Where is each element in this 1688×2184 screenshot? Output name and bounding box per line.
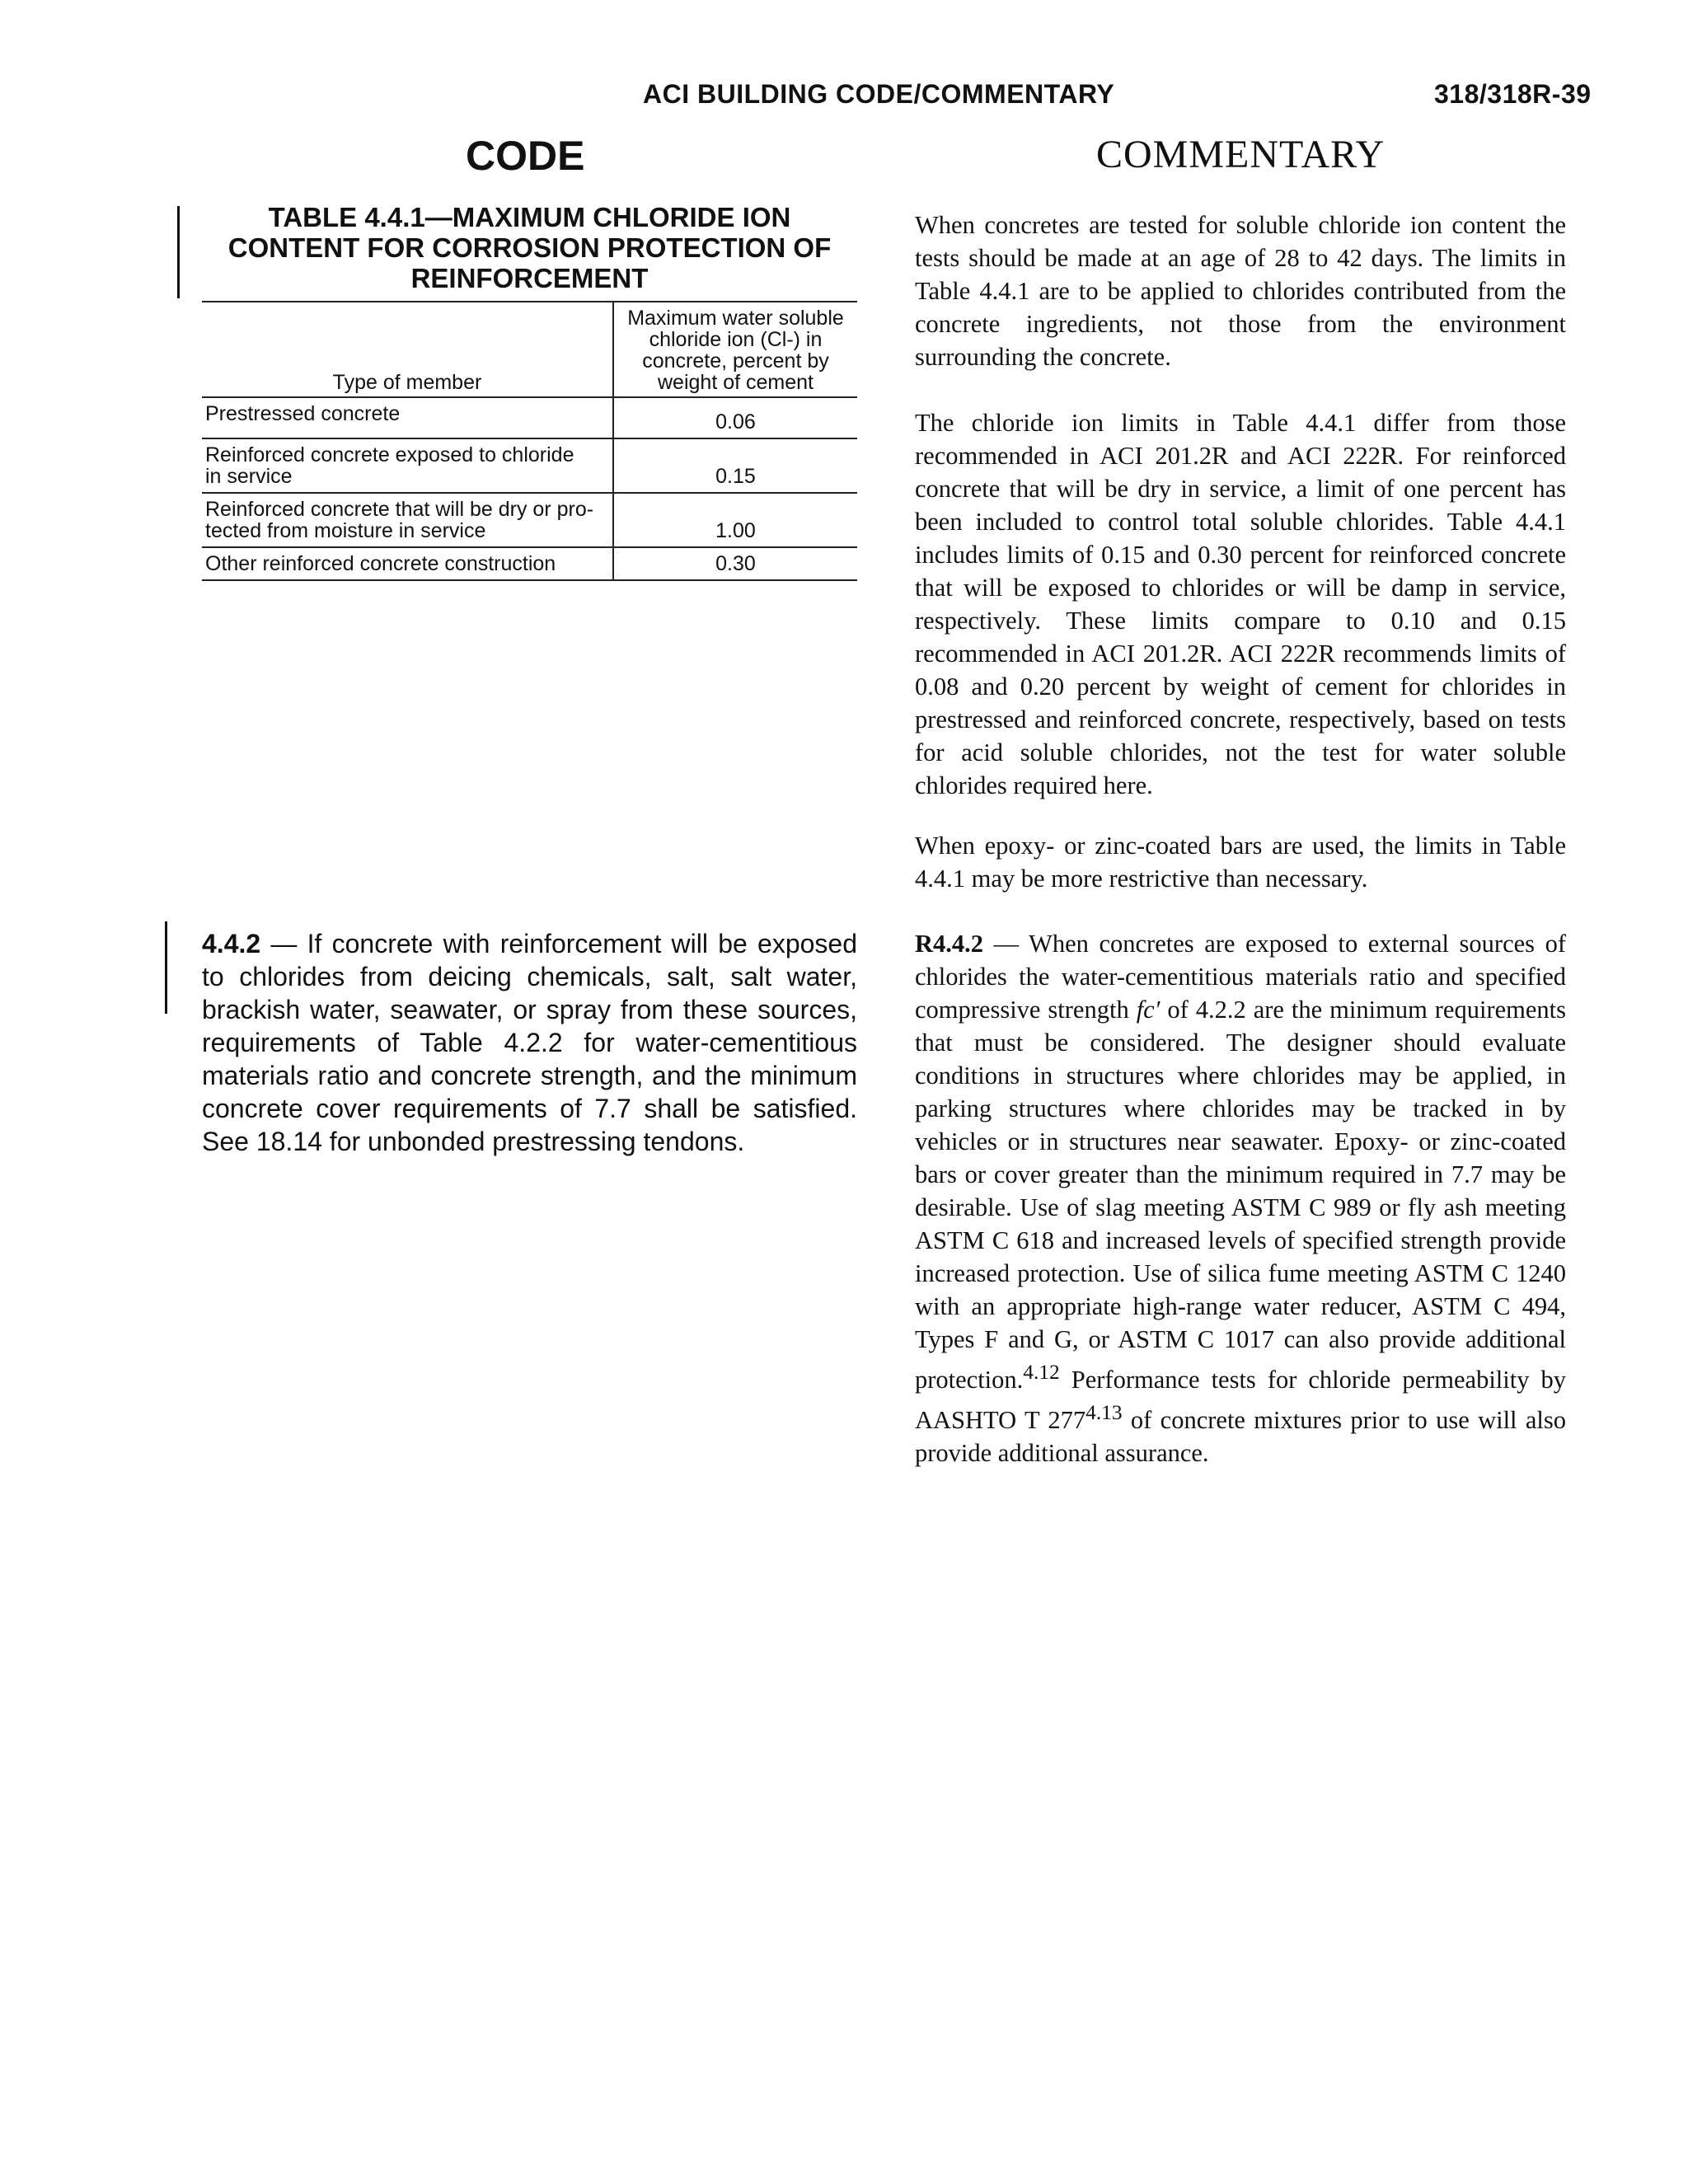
section-label: 4.4.2 — [202, 929, 261, 958]
text-run: of concrete mixtures prior to use will also provide additional assurance. — [915, 1406, 1566, 1468]
member-type-cell — [202, 397, 613, 438]
table-row — [202, 493, 857, 547]
member-type-cell — [202, 493, 613, 547]
column-header-type: Type of member — [202, 302, 613, 397]
cell-line: Reinforced concrete that will be dry or pro- — [205, 498, 594, 521]
table-row — [202, 547, 857, 580]
member-type-cell — [202, 438, 613, 493]
section-label: R4.4.2 — [915, 930, 984, 958]
table-row — [202, 397, 857, 438]
code-column-heading: CODE — [466, 133, 585, 179]
chloride-value-cell: 1.00 — [715, 519, 756, 542]
running-header — [0, 79, 1688, 115]
chloride-value-cell: 0.15 — [715, 465, 756, 488]
commentary-r442 — [915, 927, 1566, 1469]
table-title-line: CONTENT FOR CORROSION PROTECTION OF — [227, 232, 832, 263]
member-type-cell — [202, 547, 613, 580]
cell-line: Reinforced concrete exposed to chloride — [205, 443, 574, 466]
code-section-442 — [202, 927, 857, 1158]
change-bar — [165, 921, 167, 1014]
reference-superscript: 4.13 — [1085, 1401, 1123, 1425]
cell-line: Other reinforced concrete construction — [205, 552, 556, 575]
cell-line: in service — [205, 465, 293, 488]
table-title-line: TABLE 4.4.1—MAXIMUM CHLORIDE ION — [268, 202, 791, 232]
text-run: — When concretes are exposed to external sources of chlorides the water-cementitious materials ratio and specified compressive strength — [915, 930, 1566, 1024]
commentary-paragraph: When concretes are tested for soluble chloride ion content the tests should be made at an age of 28 to 42 days. The limits in Table 4.4.1 are to be applied to chlorides contributed from the concrete ingredients, not those from the environment surrounding the concrete. — [915, 211, 1566, 371]
fc-symbol: fc′ — [1136, 996, 1160, 1024]
table-title-line: REINFORCEMENT — [410, 263, 649, 293]
reference-superscript: 4.12 — [1023, 1361, 1060, 1384]
chloride-value-cell: 0.06 — [715, 410, 756, 434]
header-title: ACI BUILDING CODE/COMMENTARY — [643, 79, 1115, 109]
header-line: concrete, percent by — [642, 349, 829, 373]
column-header-value — [613, 302, 857, 397]
change-bar — [177, 206, 180, 298]
cell-line: Prestressed concrete — [205, 402, 401, 425]
header-line: Maximum water soluble — [627, 307, 844, 330]
section-text: — If concrete with reinforcement will be exposed to chlorides from deicing chemicals, salt, salt water, brackish water, seawater, or spray from these sources, requirements of Table 4.2.2 for water-cementitious materials ratio and concrete strength, and the minimum concrete cover requirements of 7.7 shall be satisfied. See 18.14 for unbonded prestressing tendons. — [202, 929, 857, 1156]
text-run: Performance tests for chloride permeability by AASHTO T 277 — [915, 1366, 1566, 1435]
chloride-limits-table — [202, 301, 857, 581]
commentary-paragraph: The chloride ion limits in Table 4.4.1 differ from those recommended in ACI 201.2R and ACI 222R. For reinforced concrete that will be dry in service, a limit of one percent has been included to control total soluble chlorides. Table 4.4.1 includes limits of 0.15 and 0.30 percent for reinforced concrete that will be exposed to chlorides or will be damp in service, respectively. These limits compare to 0.10 and 0.15 recommended in ACI 201.2R. ACI 222R recommends limits of 0.08 and 0.20 percent by weight of cement for chlorides in prestressed and reinforced concrete, respectively, based on tests for acid soluble chlorides, not the test for water soluble chlorides required here. — [915, 409, 1566, 799]
cell-line: tected from moisture in service — [205, 519, 486, 542]
header-line: chloride ion (Cl-) in — [649, 328, 823, 351]
text-run: of 4.2.2 are the minimum requirements that must be considered. The designer should evaluate conditions in structures where chlorides may be applied, in parking structures where chlorides may be tracked in by vehicles or in structures near seawater. Epoxy- or zinc-coated bars or cover greater than the minimum required in 7.7 may be desirable. Use of slag meeting ASTM C 989 or fly ash meeting ASTM C 618 and increased levels of specified strength provide increased protection. Use of silica fume meeting ASTM C 1240 with an appropriate high-range water reducer, ASTM C 494, Types F and G, or ASTM C 1017 can also provide additional protection. — [915, 996, 1566, 1394]
commentary-column-heading: COMMENTARY — [1096, 133, 1386, 176]
table-header-row — [202, 302, 857, 397]
table-title — [202, 202, 857, 293]
header-line: weight of cement — [658, 371, 814, 394]
chloride-value-cell: 0.30 — [715, 552, 756, 575]
commentary-paragraph: When epoxy- or zinc-coated bars are used, the limits in Table 4.4.1 may be more restrictive than necessary. — [915, 832, 1566, 893]
table-row — [202, 438, 857, 493]
page-number: 318/318R-39 — [1434, 79, 1592, 109]
